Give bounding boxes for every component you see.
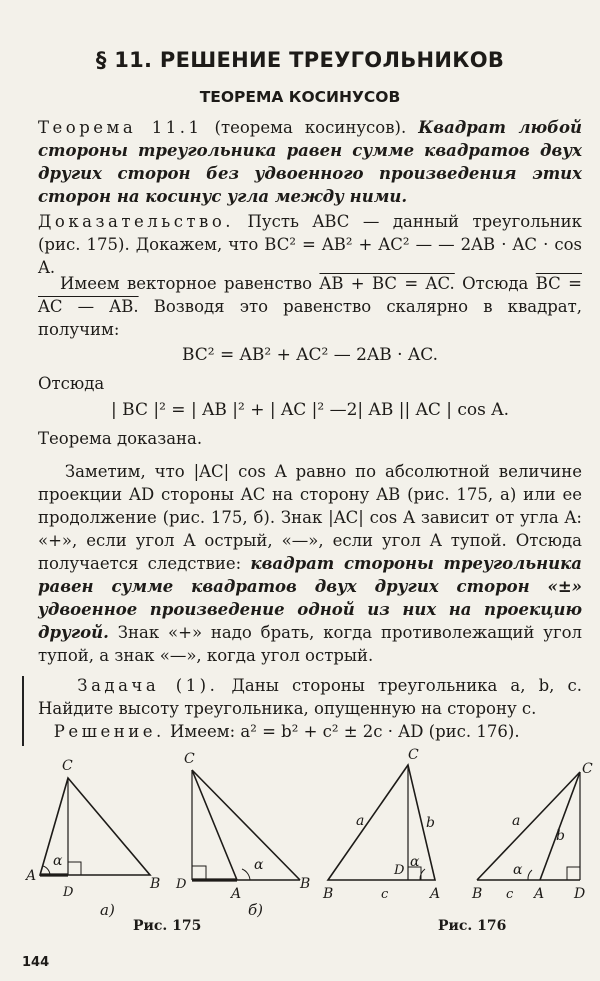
- angle-arc-176b: [528, 870, 532, 880]
- side-ca-175b: [192, 770, 237, 880]
- vector-line-c: Возводя это равенство скалярно в квадрат, получим:: [38, 297, 583, 339]
- problem-text: Даны стороны треугольника a, b, c. Найдите высоту треугольника, опущенную на сторону c.: [38, 676, 582, 718]
- label-C-175a: C: [62, 758, 73, 774]
- figure-176b: [477, 772, 580, 880]
- theorem-paragraph: [38, 116, 582, 208]
- alpha-175a: α: [53, 853, 63, 869]
- side-b-176b: [540, 772, 580, 880]
- problem-label: Задача (1).: [77, 676, 219, 695]
- label-175a: а): [100, 901, 115, 919]
- proof-paragraph: [38, 210, 582, 279]
- hence-label: Отсюда: [38, 374, 105, 393]
- side-a-176b: [477, 772, 580, 880]
- vector-paragraph: [38, 272, 582, 341]
- side-b-label-176a: b: [426, 815, 435, 831]
- modulus-equation: | BC |² = | AB |² + | AC |² —2| AB || AC | cos A.: [111, 400, 509, 420]
- side-c-label-176a: c: [381, 887, 389, 902]
- right-angle-175a: [68, 862, 81, 875]
- label-B-175b: B: [300, 876, 311, 892]
- theorem-name: (теорема косинусов).: [214, 118, 407, 137]
- alpha-176a: α: [410, 854, 420, 870]
- right-angle-175b: [192, 866, 206, 880]
- angle-arc-175b: [242, 869, 250, 880]
- theorem-statement: Квадрат любой стороны треугольника равен сумме квадратов двух других сторон без удвоенного произведения этих сторон на косинус угла между ними.: [38, 118, 583, 206]
- label-D-176b: D: [574, 886, 586, 902]
- proof-end: Теорема доказана.: [38, 429, 203, 448]
- label-D-176a: D: [394, 863, 405, 878]
- caption-176: Рис. 176: [438, 918, 507, 934]
- label-C-176a: C: [408, 747, 419, 763]
- label-B-175a: B: [150, 876, 161, 892]
- remark-paragraph: [38, 460, 582, 667]
- label-D-175a: D: [63, 885, 74, 900]
- label-B-176b: B: [472, 886, 483, 902]
- right-angle-176b: [567, 867, 580, 880]
- theorem-label: Теорема 11.1: [38, 118, 203, 137]
- alpha-176b: α: [513, 862, 523, 878]
- vector-equation: AB + BC = AC.: [319, 274, 455, 293]
- side-a-label-176a: a: [356, 813, 365, 829]
- label-A-175b: A: [231, 886, 242, 902]
- problem-paragraph: [38, 674, 582, 720]
- proof-label: Доказательство.: [38, 212, 235, 231]
- corollary: квадрат стороны треугольника равен сумме квадратов двух других сторон «±» удвоенное произведение одной из них на проекцию другой.: [38, 554, 582, 642]
- page-number: 144: [22, 955, 50, 970]
- difference-equation: BC = AC — AB.: [38, 274, 582, 316]
- margin-bar: [22, 676, 24, 746]
- label-D-175b: D: [176, 877, 187, 892]
- side-b-label-176b: b: [556, 828, 565, 844]
- remark-text-end: Знак «+» надо брать, когда противолежащий угол тупой, а знак «—», когда угол острый.: [38, 623, 583, 665]
- side-cb-175b: [192, 770, 300, 880]
- subtitle: ТЕОРЕМА КОСИНУСОВ: [199, 88, 401, 106]
- scalar-square-equation: BC² = AB² + AC² — 2AB · AC.: [181, 345, 439, 365]
- label-A-175a: A: [26, 868, 37, 884]
- solution-label: Решение.: [53, 722, 165, 741]
- vector-line-b: Отсюда: [462, 274, 529, 293]
- remark-text-start: Заметим, что |AC| cos A равно по абсолютной величине проекции AD стороны AC на сторону AB (рис. 175, а) или ее продолжение (рис. 175, б). Знак |AC| cos A зависит от угла A: «+», если угол A острый, «—», если угол A тупой. Отсюда получается следствие:: [38, 462, 582, 573]
- label-A-176a: A: [430, 886, 441, 902]
- figure-175b: [192, 770, 300, 880]
- label-C-176b: C: [582, 761, 593, 777]
- side-c-label-176b: c: [506, 887, 514, 902]
- label-175b: б): [248, 901, 264, 919]
- vector-line-a: Имеем векторное равенство: [60, 274, 313, 293]
- section-title: § 11. РЕШЕНИЕ ТРЕУГОЛЬНИКОВ: [95, 48, 505, 72]
- solution-paragraph: [38, 720, 582, 743]
- figures: [0, 745, 600, 945]
- side-a-label-176b: a: [512, 813, 521, 829]
- label-A-176b: A: [534, 886, 545, 902]
- alpha-175b: α: [254, 857, 264, 873]
- label-C-175b: C: [184, 751, 195, 767]
- solution-text: Имеем: a² = b² + c² ± 2c · AD (рис. 176).: [169, 722, 520, 741]
- caption-175: Рис. 175: [133, 918, 202, 934]
- label-B-176a: B: [323, 886, 334, 902]
- proof-intro: Пусть ABC — данный треугольник (рис. 175). Докажем, что BC² = AB² + AC² — — 2AB · AC · cos A.: [38, 212, 582, 277]
